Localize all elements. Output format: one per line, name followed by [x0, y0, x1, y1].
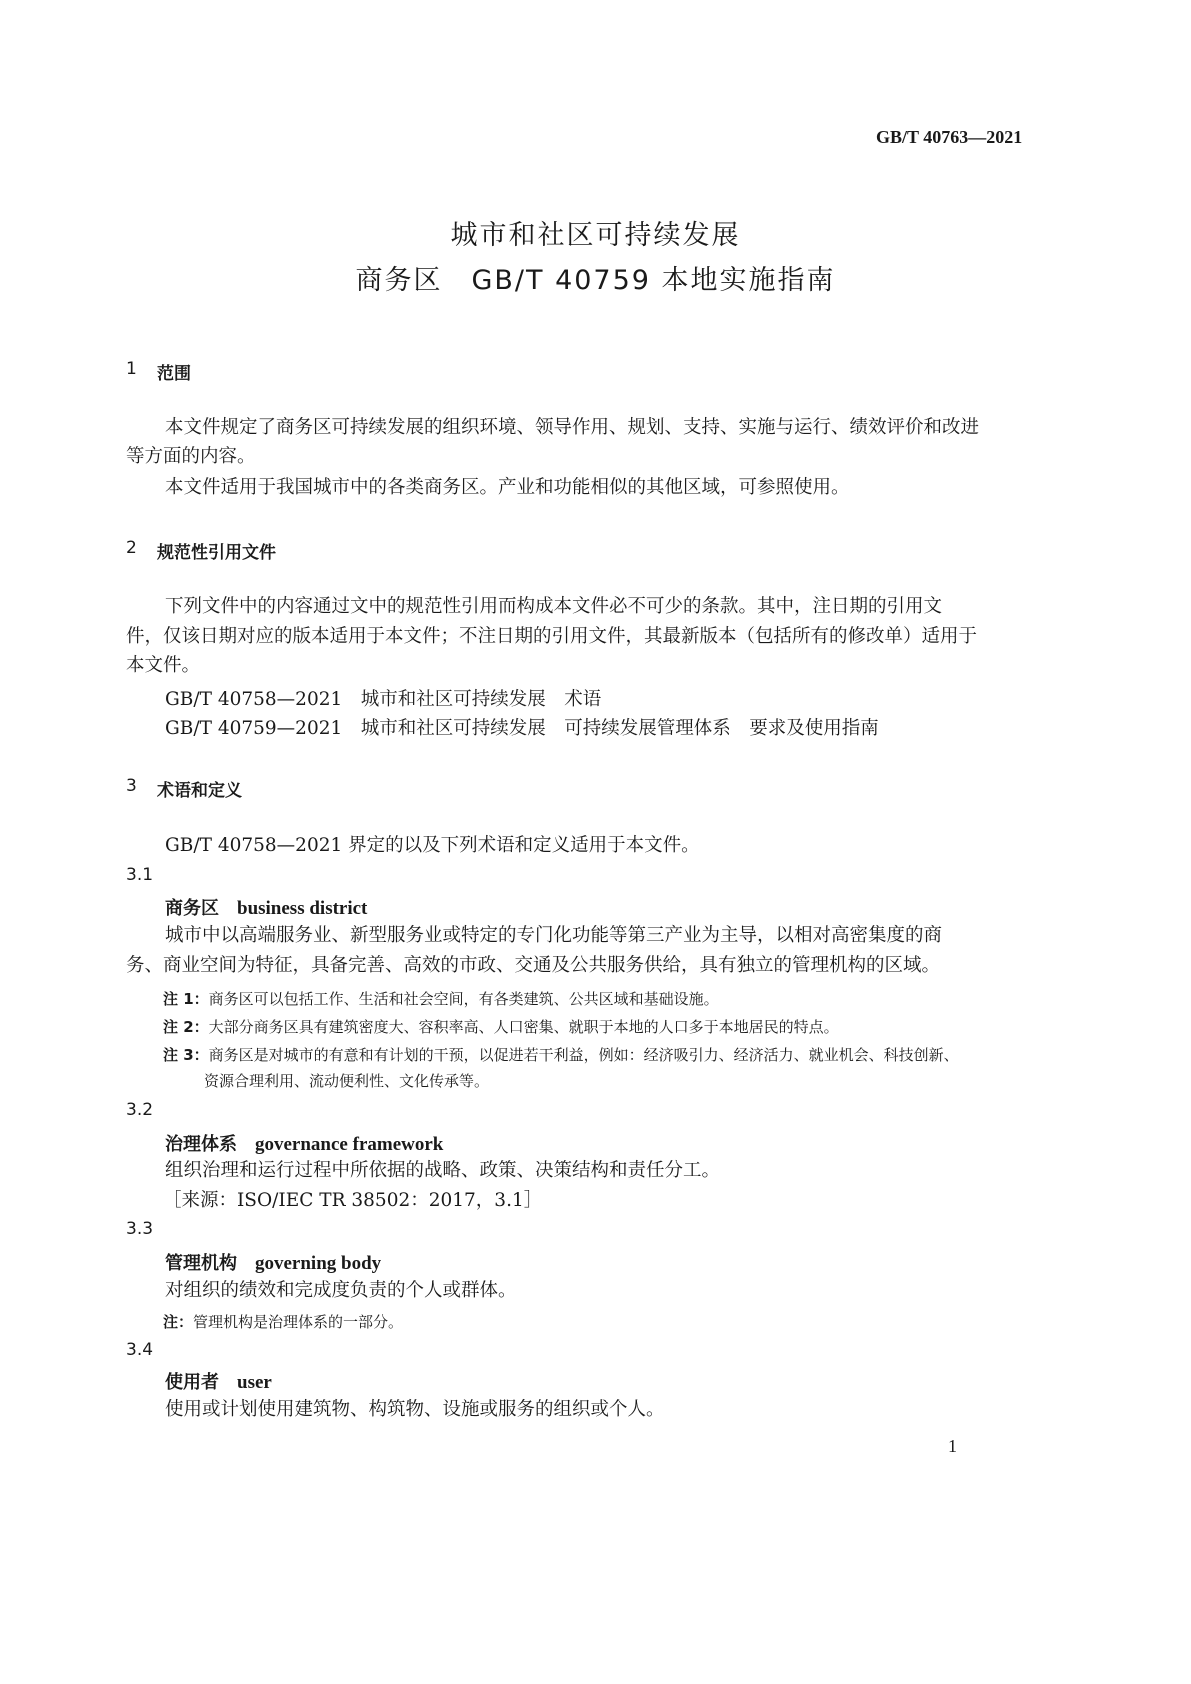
term-3-2-def: 组织治理和运行过程中所依据的战略、政策、决策结构和责任分工。	[165, 1160, 721, 1181]
term-3-1-note-1	[163, 986, 719, 1012]
sec2-para-line1: 下列文件中的内容通过文中的规范性引用而构成本文件必不可少的条款。其中，注日期的引用文	[165, 596, 943, 617]
note-label: 注 1：	[163, 990, 209, 1008]
note-label: 注 3：	[163, 1046, 209, 1064]
term-3-3-heading	[165, 1249, 381, 1275]
term-3-2-en: governance framework	[255, 1134, 444, 1155]
note-label: 注 2：	[163, 1018, 209, 1036]
term-3-3-note	[163, 1309, 403, 1335]
section-1-number: 1	[126, 359, 137, 379]
term-3-2-cn: 治理体系	[165, 1134, 237, 1155]
term-3-2-heading	[165, 1130, 443, 1156]
term-3-2-number: 3.2	[126, 1100, 154, 1120]
section-2-number: 2	[126, 538, 137, 558]
note-label: 注：	[163, 1313, 194, 1331]
page-number: 1	[948, 1436, 957, 1456]
term-3-3-number: 3.3	[126, 1219, 154, 1239]
section-2-heading: 规范性引用文件	[157, 543, 276, 563]
term-3-1-def-line2: 务、商业空间为特征，具备完善、高效的市政、交通及公共服务供给，具有独立的管理机构的区域。	[126, 955, 941, 976]
term-3-3-def: 对组织的绩效和完成度负责的个人或群体。	[165, 1280, 517, 1301]
section-1-heading: 范围	[157, 364, 191, 384]
normative-ref-2: GB/T 40759—2021 城市和社区可持续发展 可持续发展管理体系 要求及使用指南	[165, 718, 879, 739]
term-3-1-number: 3.1	[126, 865, 154, 885]
sec1-para2: 本文件适用于我国城市中的各类商务区。产业和功能相似的其他区域，可参照使用。	[165, 477, 850, 498]
term-3-3-en: governing body	[255, 1253, 382, 1274]
term-3-1-cn: 商务区	[165, 898, 219, 919]
term-3-3-cn: 管理机构	[165, 1253, 237, 1274]
term-3-1-def-line1: 城市中以高端服务业、新型服务业或特定的专门化功能等第三产业为主导，以相对高密集度的商	[165, 925, 943, 946]
section-3-number: 3	[126, 776, 137, 796]
term-3-4-en: user	[237, 1372, 272, 1393]
term-3-4-number: 3.4	[126, 1340, 154, 1360]
document-number: GB/T 40763—2021	[876, 127, 1023, 147]
term-3-2-source: ［来源：ISO/IEC TR 38502：2017，3.1］	[163, 1190, 543, 1211]
sec1-para1-line1: 本文件规定了商务区可持续发展的组织环境、领导作用、规划、支持、实施与运行、绩效评价和改进	[165, 417, 980, 438]
term-3-4-def: 使用或计划使用建筑物、构筑物、设施或服务的组织或个人。	[165, 1399, 665, 1420]
term-3-1-note-3-cont: 资源合理利用、流动便利性、文化传承等。	[204, 1072, 490, 1090]
term-3-4-heading	[165, 1368, 272, 1394]
title-line-1: 城市和社区可持续发展	[450, 220, 741, 251]
normative-ref-1: GB/T 40758—2021 城市和社区可持续发展 术语	[165, 689, 602, 710]
note-text: 商务区是对城市的有意和有计划的干预，以促进若干利益，例如：经济吸引力、经济活力、就业机会、科技创新、	[208, 1046, 959, 1064]
term-3-1-note-2	[163, 1014, 839, 1040]
sec3-intro: GB/T 40758—2021 界定的以及下列术语和定义适用于本文件。	[165, 835, 700, 856]
term-3-1-heading	[165, 894, 367, 920]
term-3-4-cn: 使用者	[165, 1372, 219, 1393]
term-3-1-note-3	[163, 1042, 959, 1068]
sec1-para1-line2: 等方面的内容。	[126, 446, 256, 467]
note-text: 管理机构是治理体系的一部分。	[193, 1313, 404, 1331]
sec2-para-line2: 件，仅该日期对应的版本适用于本文件；不注日期的引用文件，其最新版本（包括所有的修改单）适用于	[126, 626, 978, 647]
title-line-2: 商务区 GB/T 40759 本地实施指南	[355, 265, 836, 296]
section-3-heading: 术语和定义	[157, 781, 242, 801]
term-3-1-en: business district	[237, 898, 368, 919]
note-text: 大部分商务区具有建筑密度大、容积率高、人口密集、就职于本地的人口多于本地居民的特点。	[208, 1018, 839, 1036]
sec2-para-line3: 本文件。	[126, 655, 201, 676]
note-text: 商务区可以包括工作、生活和社会空间，有各类建筑、公共区域和基础设施。	[208, 990, 719, 1008]
